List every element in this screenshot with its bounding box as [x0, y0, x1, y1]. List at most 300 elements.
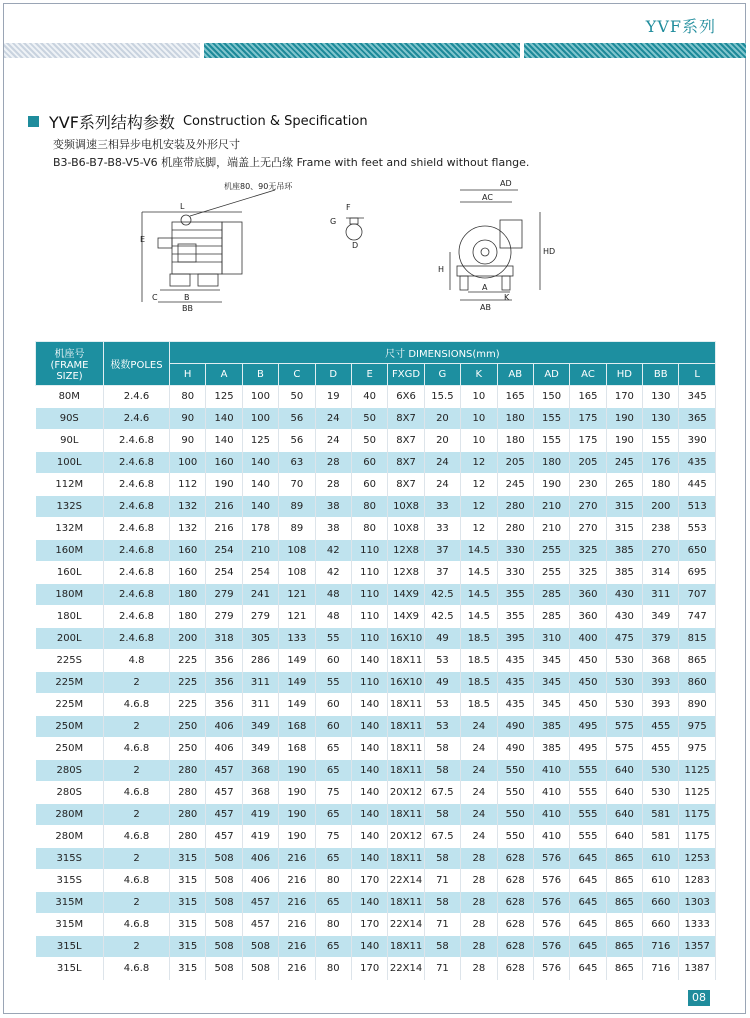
frame-cell: 250M	[36, 716, 104, 738]
dimension-cell: 550	[497, 760, 533, 782]
dimension-cell: 530	[606, 650, 642, 672]
page-number: 08	[688, 990, 710, 1006]
dimension-cell: 645	[570, 870, 606, 892]
dimension-cell: 368	[242, 760, 278, 782]
dimension-cell: 28	[461, 848, 497, 870]
dimension-cell: 410	[533, 782, 569, 804]
table-row	[36, 782, 716, 804]
motor-foot-left	[170, 274, 190, 286]
dimension-cell: 10	[461, 430, 497, 452]
header-col-bb: BB	[643, 364, 679, 386]
dimension-cell: 58	[424, 760, 460, 782]
poles-cell: 2.4.6.8	[104, 584, 170, 606]
dimension-cell: 356	[206, 694, 242, 716]
dimension-cell: 165	[570, 386, 606, 408]
dimension-cell: 865	[679, 650, 715, 672]
dimension-cell: 628	[497, 848, 533, 870]
dimension-cell: 12	[461, 474, 497, 496]
poles-cell: 2.4.6	[104, 386, 170, 408]
diagram-label-c: C	[152, 293, 158, 302]
dimension-cell: 379	[643, 628, 679, 650]
frame-cell: 160L	[36, 562, 104, 584]
dimension-cell: 110	[351, 628, 387, 650]
dimension-cell: 390	[679, 430, 715, 452]
dimension-cell: 216	[279, 936, 315, 958]
poles-cell: 4.6.8	[104, 826, 170, 848]
frame-cell: 90S	[36, 408, 104, 430]
dimension-cell: 530	[606, 672, 642, 694]
dimension-cell: 121	[279, 584, 315, 606]
dimension-cell: 80	[315, 958, 351, 980]
dimension-cell: 18X11	[388, 650, 424, 672]
lifting-ring	[181, 215, 191, 225]
dimension-cell: 190	[279, 782, 315, 804]
dimension-cell: 180	[170, 606, 206, 628]
dimension-cell: 628	[497, 892, 533, 914]
poles-cell: 2	[104, 760, 170, 782]
dimension-cell: 16X10	[388, 628, 424, 650]
header-col-ab: AB	[497, 364, 533, 386]
dimension-cell: 318	[206, 628, 242, 650]
dimension-cell: 628	[497, 958, 533, 980]
dimension-cell: 1283	[679, 870, 715, 892]
dimension-cell: 645	[570, 848, 606, 870]
dimension-cell: 18X11	[388, 694, 424, 716]
dimension-cell: 108	[279, 540, 315, 562]
frame-cell: 315M	[36, 892, 104, 914]
dimension-cell: 216	[206, 496, 242, 518]
diagram-label-g: G	[330, 217, 337, 226]
dimension-cell: 216	[279, 870, 315, 892]
frame-cell: 280M	[36, 804, 104, 826]
dimension-cell: 168	[279, 716, 315, 738]
table-row	[36, 738, 716, 760]
dimension-cell: 14X9	[388, 606, 424, 628]
subtitle-mounting: B3-B6-B7-B8-V5-V6 机座带底脚，端盖上无凸缘 Frame with feet and shield without flange.	[53, 156, 530, 169]
dimension-cell: 140	[351, 738, 387, 760]
header-col-k: K	[461, 364, 497, 386]
poles-cell: 2	[104, 848, 170, 870]
dimension-cell: 180	[533, 452, 569, 474]
dimension-cell: 155	[533, 408, 569, 430]
diagram-label-d: D	[352, 241, 359, 250]
dimension-cell: 450	[570, 650, 606, 672]
dimension-cell: 406	[242, 848, 278, 870]
frame-cell: 132M	[36, 518, 104, 540]
dimension-cell: 610	[643, 870, 679, 892]
dimension-cell: 576	[533, 892, 569, 914]
dimension-cell: 255	[533, 540, 569, 562]
dimension-cell: 100	[170, 452, 206, 474]
dimension-cell: 860	[679, 672, 715, 694]
dimension-cell: 12	[461, 496, 497, 518]
poles-cell: 2	[104, 936, 170, 958]
dimension-cell: 14.5	[461, 540, 497, 562]
dimension-cell: 50	[351, 408, 387, 430]
dimension-cell: 12X8	[388, 540, 424, 562]
dimension-cell: 50	[351, 430, 387, 452]
dimension-cell: 180	[170, 584, 206, 606]
dimension-cell: 576	[533, 870, 569, 892]
dimension-cell: 385	[606, 562, 642, 584]
dimension-cell: 140	[351, 650, 387, 672]
dimension-cell: 975	[679, 738, 715, 760]
table-row	[36, 430, 716, 452]
poles-cell: 4.8	[104, 650, 170, 672]
motor-drawing	[120, 172, 600, 322]
dimension-cell: 12	[461, 518, 497, 540]
dimension-cell: 285	[533, 606, 569, 628]
dimension-cell: 16X10	[388, 672, 424, 694]
dimension-cell: 385	[533, 716, 569, 738]
dimension-cell: 645	[570, 892, 606, 914]
dimension-cell: 490	[497, 716, 533, 738]
dimension-cell: 140	[206, 430, 242, 452]
dimension-cell: 70	[279, 474, 315, 496]
dimension-cell: 286	[242, 650, 278, 672]
header-col-fxgd: FXGD	[388, 364, 424, 386]
section-title-en: Construction & Specification	[182, 114, 368, 129]
dimension-cell: 1357	[679, 936, 715, 958]
dimension-cell: 28	[461, 870, 497, 892]
dimension-cell: 140	[351, 826, 387, 848]
dimension-cell: 310	[533, 628, 569, 650]
poles-cell: 2.4.6.8	[104, 606, 170, 628]
series-title: YVF系列	[645, 17, 716, 36]
diagram-label-f: F	[346, 203, 351, 212]
dimension-cell: 355	[497, 584, 533, 606]
dimension-cell: 280	[170, 760, 206, 782]
dimension-cell: 18X11	[388, 716, 424, 738]
poles-cell: 2.4.6	[104, 408, 170, 430]
table-row	[36, 936, 716, 958]
header-col-e: E	[351, 364, 387, 386]
header-col-g: G	[424, 364, 460, 386]
dimension-cell: 71	[424, 870, 460, 892]
dimension-cell: 508	[206, 848, 242, 870]
dimension-cell: 530	[643, 782, 679, 804]
frame-cell: 315L	[36, 936, 104, 958]
poles-cell: 4.6.8	[104, 914, 170, 936]
dimension-cell: 8X7	[388, 452, 424, 474]
dimension-cell: 325	[570, 540, 606, 562]
dimension-cell: 80	[315, 914, 351, 936]
dimension-cell: 225	[170, 650, 206, 672]
dimension-cell: 553	[679, 518, 715, 540]
diagram-label-bb: BB	[182, 304, 193, 313]
dimension-cell: 175	[570, 408, 606, 430]
frame-cell: 80M	[36, 386, 104, 408]
dimension-cell: 205	[497, 452, 533, 474]
dimension-cell: 419	[242, 804, 278, 826]
dimension-cell: 315	[170, 892, 206, 914]
dimension-cell: 508	[206, 870, 242, 892]
dimension-cell: 180	[497, 430, 533, 452]
section-heading	[28, 110, 368, 133]
frame-cell: 315L	[36, 958, 104, 980]
diagram-label-e: E	[140, 235, 146, 244]
dimension-cell: 457	[206, 760, 242, 782]
frame-cell: 200L	[36, 628, 104, 650]
dimension-cell: 508	[206, 914, 242, 936]
header-poles: 极数POLES	[104, 342, 170, 386]
dimension-cell: 435	[497, 650, 533, 672]
diagram-label-k: K	[504, 293, 510, 302]
dimension-cell: 200	[643, 496, 679, 518]
table-row	[36, 496, 716, 518]
dimension-cell: 385	[533, 738, 569, 760]
frame-cell: 90L	[36, 430, 104, 452]
frame-cell: 315S	[36, 848, 104, 870]
dimension-cell: 58	[424, 804, 460, 826]
dimension-cell: 385	[606, 540, 642, 562]
dimension-cell: 170	[351, 914, 387, 936]
dimension-cell: 435	[679, 452, 715, 474]
dimension-cell: 508	[206, 936, 242, 958]
dimension-cell: 60	[351, 452, 387, 474]
dimension-cell: 628	[497, 936, 533, 958]
dimension-cell: 345	[533, 650, 569, 672]
dimension-cell: 18X11	[388, 936, 424, 958]
dimension-cell: 190	[206, 474, 242, 496]
dimension-cell: 628	[497, 914, 533, 936]
dimension-cell: 508	[206, 892, 242, 914]
dimension-cell: 28	[461, 958, 497, 980]
motor-diagram	[120, 172, 600, 322]
frame-cell: 280S	[36, 760, 104, 782]
dimension-cell: 53	[424, 650, 460, 672]
dimension-cell: 170	[606, 386, 642, 408]
dimension-cell: 22X14	[388, 914, 424, 936]
dimension-cell: 975	[679, 716, 715, 738]
dimension-cell: 12X8	[388, 562, 424, 584]
dimension-cell: 6X6	[388, 386, 424, 408]
table-row	[36, 408, 716, 430]
poles-cell: 2.4.6.8	[104, 562, 170, 584]
dimension-cell: 14.5	[461, 606, 497, 628]
dimension-cell: 20X12	[388, 826, 424, 848]
dimension-cell: 445	[679, 474, 715, 496]
dimension-cell: 345	[679, 386, 715, 408]
dimension-cell: 8X7	[388, 474, 424, 496]
dimension-cell: 130	[643, 408, 679, 430]
dimension-cell: 140	[351, 760, 387, 782]
dimension-cell: 640	[606, 826, 642, 848]
dimension-cell: 42	[315, 540, 351, 562]
dimension-cell: 640	[606, 782, 642, 804]
table-row	[36, 848, 716, 870]
table-row	[36, 650, 716, 672]
dimension-cell: 65	[315, 848, 351, 870]
dimension-cell: 628	[497, 870, 533, 892]
dimension-cell: 576	[533, 848, 569, 870]
dimension-cell: 140	[351, 782, 387, 804]
dimension-cell: 160	[170, 540, 206, 562]
dimension-cell: 716	[643, 958, 679, 980]
dimension-cell: 121	[279, 606, 315, 628]
diagram-label-l: L	[180, 202, 185, 211]
motor-shaft	[158, 238, 172, 248]
diagram-label-h: H	[438, 265, 445, 274]
diagram-note: 机座80、90无吊环	[224, 182, 293, 191]
dimension-cell: 430	[606, 606, 642, 628]
dimension-cell: 865	[606, 870, 642, 892]
dimension-cell: 457	[242, 914, 278, 936]
table-row	[36, 760, 716, 782]
dimension-cell: 330	[497, 540, 533, 562]
dimension-cell: 1175	[679, 826, 715, 848]
dimension-cell: 576	[533, 914, 569, 936]
dimension-cell: 695	[679, 562, 715, 584]
dimension-cell: 270	[643, 540, 679, 562]
dimension-cell: 65	[315, 804, 351, 826]
dimension-cell: 12	[461, 452, 497, 474]
dimension-cell: 457	[206, 826, 242, 848]
dimension-cell: 355	[497, 606, 533, 628]
dimension-cell: 216	[279, 892, 315, 914]
dimension-cell: 65	[315, 760, 351, 782]
dimension-cell: 435	[497, 672, 533, 694]
dimension-cell: 55	[315, 628, 351, 650]
dimension-cell: 450	[570, 672, 606, 694]
table-row	[36, 870, 716, 892]
dimension-cell: 610	[643, 848, 679, 870]
dimension-cell: 125	[242, 430, 278, 452]
dimension-cell: 18X11	[388, 760, 424, 782]
dimension-cell: 155	[533, 430, 569, 452]
table-row	[36, 958, 716, 980]
dimension-cell: 435	[497, 694, 533, 716]
dimension-cell: 65	[315, 738, 351, 760]
dimension-cell: 280	[497, 518, 533, 540]
dimension-cell: 110	[351, 672, 387, 694]
frame-cell: 132S	[36, 496, 104, 518]
header-col-a: A	[206, 364, 242, 386]
table-row	[36, 628, 716, 650]
dimension-cell: 176	[643, 452, 679, 474]
dimension-cell: 345	[533, 694, 569, 716]
dimension-cell: 180	[497, 408, 533, 430]
dimension-cell: 110	[351, 584, 387, 606]
dimension-cell: 24	[461, 826, 497, 848]
poles-cell: 2.4.6.8	[104, 540, 170, 562]
dimension-cell: 575	[606, 716, 642, 738]
dimension-cell: 660	[643, 914, 679, 936]
dimension-cell: 60	[315, 650, 351, 672]
heading-square-icon	[28, 116, 39, 127]
poles-cell: 4.6.8	[104, 782, 170, 804]
dimension-cell: 71	[424, 914, 460, 936]
poles-cell: 4.6.8	[104, 958, 170, 980]
dimension-cell: 42	[315, 562, 351, 584]
dimension-cell: 90	[170, 408, 206, 430]
dimension-cell: 280	[170, 804, 206, 826]
header-col-d: D	[315, 364, 351, 386]
dimension-cell: 457	[206, 782, 242, 804]
dimension-cell: 38	[315, 518, 351, 540]
dimension-cell: 356	[206, 672, 242, 694]
dimension-cell: 1303	[679, 892, 715, 914]
poles-cell: 2.4.6.8	[104, 518, 170, 540]
poles-cell: 2	[104, 716, 170, 738]
dimension-cell: 19	[315, 386, 351, 408]
dimension-cell: 133	[279, 628, 315, 650]
dimension-cell: 14.5	[461, 562, 497, 584]
dimension-cell: 254	[206, 540, 242, 562]
diagram-label-b: B	[184, 293, 190, 302]
dimension-cell: 140	[351, 804, 387, 826]
dimension-cell: 190	[279, 760, 315, 782]
dimension-cell: 205	[570, 452, 606, 474]
poles-cell: 2.4.6.8	[104, 430, 170, 452]
dimension-cell: 190	[606, 408, 642, 430]
dimension-cell: 315	[170, 914, 206, 936]
dimension-cell: 513	[679, 496, 715, 518]
dimension-cell: 140	[206, 408, 242, 430]
table-row	[36, 694, 716, 716]
dimension-cell: 495	[570, 738, 606, 760]
dimension-cell: 230	[570, 474, 606, 496]
table-row	[36, 518, 716, 540]
dimension-cell: 349	[643, 606, 679, 628]
dimension-cell: 475	[606, 628, 642, 650]
dimension-cell: 455	[643, 738, 679, 760]
dimension-cell: 28	[461, 914, 497, 936]
dimension-cell: 576	[533, 958, 569, 980]
dimension-cell: 24	[424, 452, 460, 474]
dimension-cell: 75	[315, 782, 351, 804]
motor-front-circle	[459, 226, 511, 278]
dimension-cell: 245	[606, 452, 642, 474]
dimension-cell: 58	[424, 892, 460, 914]
dimension-cell: 365	[679, 408, 715, 430]
dimension-cell: 393	[643, 672, 679, 694]
dimension-cell: 865	[606, 892, 642, 914]
dimension-cell: 49	[424, 672, 460, 694]
dimension-cell: 48	[315, 584, 351, 606]
dimension-cell: 865	[606, 848, 642, 870]
dimension-cell: 75	[315, 826, 351, 848]
dimension-cell: 550	[497, 826, 533, 848]
dimension-cell: 640	[606, 760, 642, 782]
dimension-cell: 1387	[679, 958, 715, 980]
dimension-cell: 22X14	[388, 958, 424, 980]
dimension-cell: 279	[206, 584, 242, 606]
dimension-cell: 865	[606, 936, 642, 958]
motor-foot-right	[198, 274, 218, 286]
dimension-cell: 581	[643, 826, 679, 848]
poles-cell: 2.4.6.8	[104, 474, 170, 496]
dimension-cell: 210	[242, 540, 278, 562]
dimension-cell: 18.5	[461, 650, 497, 672]
dimension-cell: 315	[606, 496, 642, 518]
dimension-cell: 24	[424, 474, 460, 496]
dimension-cell: 20	[424, 430, 460, 452]
dimension-cell: 216	[279, 958, 315, 980]
table-row	[36, 562, 716, 584]
dimension-cell: 245	[497, 474, 533, 496]
header-col-b: B	[242, 364, 278, 386]
dimension-cell: 24	[461, 804, 497, 826]
header-col-ad: AD	[533, 364, 569, 386]
dimension-cell: 22X14	[388, 870, 424, 892]
header-col-hd: HD	[606, 364, 642, 386]
dimension-cell: 150	[533, 386, 569, 408]
dimension-cell: 132	[170, 496, 206, 518]
table-row	[36, 716, 716, 738]
dimension-cell: 250	[170, 716, 206, 738]
frame-cell: 315S	[36, 870, 104, 892]
